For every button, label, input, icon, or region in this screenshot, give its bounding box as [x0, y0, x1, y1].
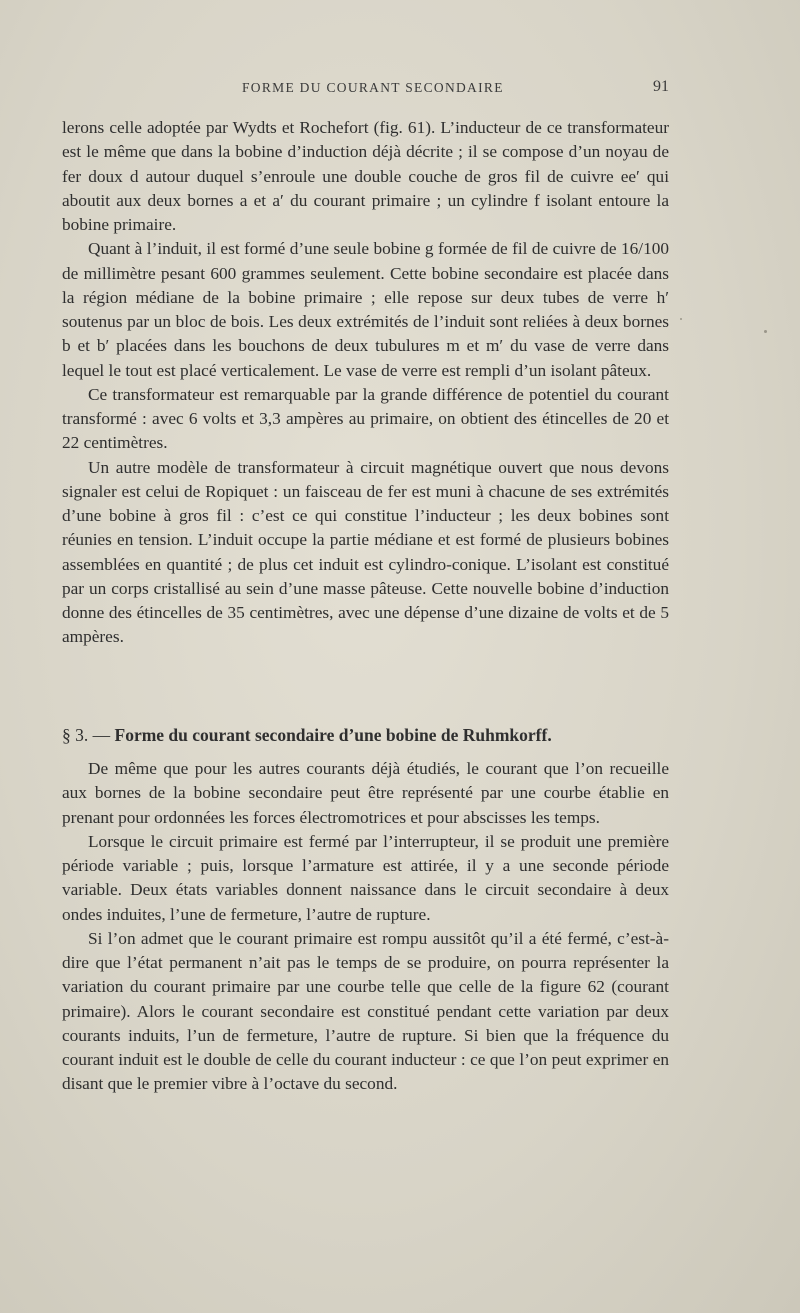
section-heading — [62, 723, 682, 747]
paper-speck — [680, 318, 682, 320]
paragraph: Un autre modèle de transformateur à circuit magnétique ouvert que nous devons signaler est celui de Ropiquet : un faisceau de fer est muni à chacune de ses extrémités d’une bobine à gros fil : c’est ce qui constitue l’inducteur ; les deux bobines sont réunies en tension. L’induit occupe la partie médiane et est formé de plusieurs bobines assemblées en quantité ; de plus cet induit est cylindro-conique. L’isolant est constitué par un corps cristallisé au sein d’une masse pâteuse. Cette nouvelle bobine d’induction donne des étincelles de 35 centimètres, avec une dépense d’une dizaine de volts et de 5 ampères. — [62, 457, 669, 647]
paragraph: Si l’on admet que le courant primaire est rompu aussitôt qu’il a été fermé, c’est-à-dire que l’état permanent n’ait pas le temps de se produire, on pourra représenter la variation du courant primaire par une courbe telle que celle de la figure 62 (courant primaire). Alors le courant secondaire est constitué pendant cette variation par deux courants induits, l’un de fermeture, l’autre de rupture. Si bien que la fréquence du courant induit est le double de celle du courant inducteur : ce que l’on peut exprimer en disant que le premier vibre à l’octave du second. — [62, 928, 669, 1094]
paragraph: De même que pour les autres courants déjà étudiés, le courant que l’on recueille aux bornes de la bobine secondaire peut être représenté par une courbe établie en prenant pour ordonnées les forces électromotrices et pour abscisses les temps. — [62, 759, 669, 827]
paper-speck — [764, 330, 767, 333]
running-title: FORME DU COURANT SECONDAIRE — [242, 80, 504, 95]
text-block-after-section — [62, 757, 669, 1097]
paragraph: lerons celle adoptée par Wydts et Rochefort (fig. 61). L’inducteur de ce transformateur est le même que dans la bobine d’induction déjà décrite ; il se compose d’un noyau de fer doux d autour duquel s’enroule une double couche de gros fil de cuivre ee′ qui aboutit aux deux bornes a et a′ du courant primaire ; un cylindre f isolant entoure la bobine primaire. — [62, 118, 669, 234]
page-number: 91 — [653, 78, 669, 95]
paragraph: Lorsque le circuit primaire est fermé par l’interrupteur, il se produit une première période variable ; puis, lorsque l’armature est attirée, il y a une seconde période variable. Deux états variables donnent naissance dans le circuit secondaire à deux ondes induites, l’une de fermeture, l’autre de rupture. — [62, 831, 669, 924]
paragraph: Ce transformateur est remarquable par la grande différence de potentiel du courant transformé : avec 6 volts et 3,3 ampères au primaire, on obtient des étincelles de 20 et 22 centimètres. — [62, 384, 669, 453]
section-number: § 3. — — [62, 725, 111, 745]
paragraph: Quant à l’induit, il est formé d’une seule bobine g formée de fil de cuivre de 16/100 de millimètre pesant 600 grammes seulement. Cette bobine secondaire est placée dans la région médiane de la bobine primaire ; elle repose sur deux tubes de verre h′ soutenus par un bloc de bois. Les deux extrémités de l’induit sont reliées à deux bornes b et b′ placées dans les bouchons de deux tubulures m et m′ du vase de verre dans lequel le tout est placé verticalement. Le vase de verre est rempli d’un isolant pâteux. — [62, 239, 669, 380]
section-title: Forme du courant secondaire d’une bobine de Ruhmkorff. — [114, 725, 552, 745]
text-block-before-section — [62, 116, 669, 650]
page-header — [62, 80, 669, 100]
